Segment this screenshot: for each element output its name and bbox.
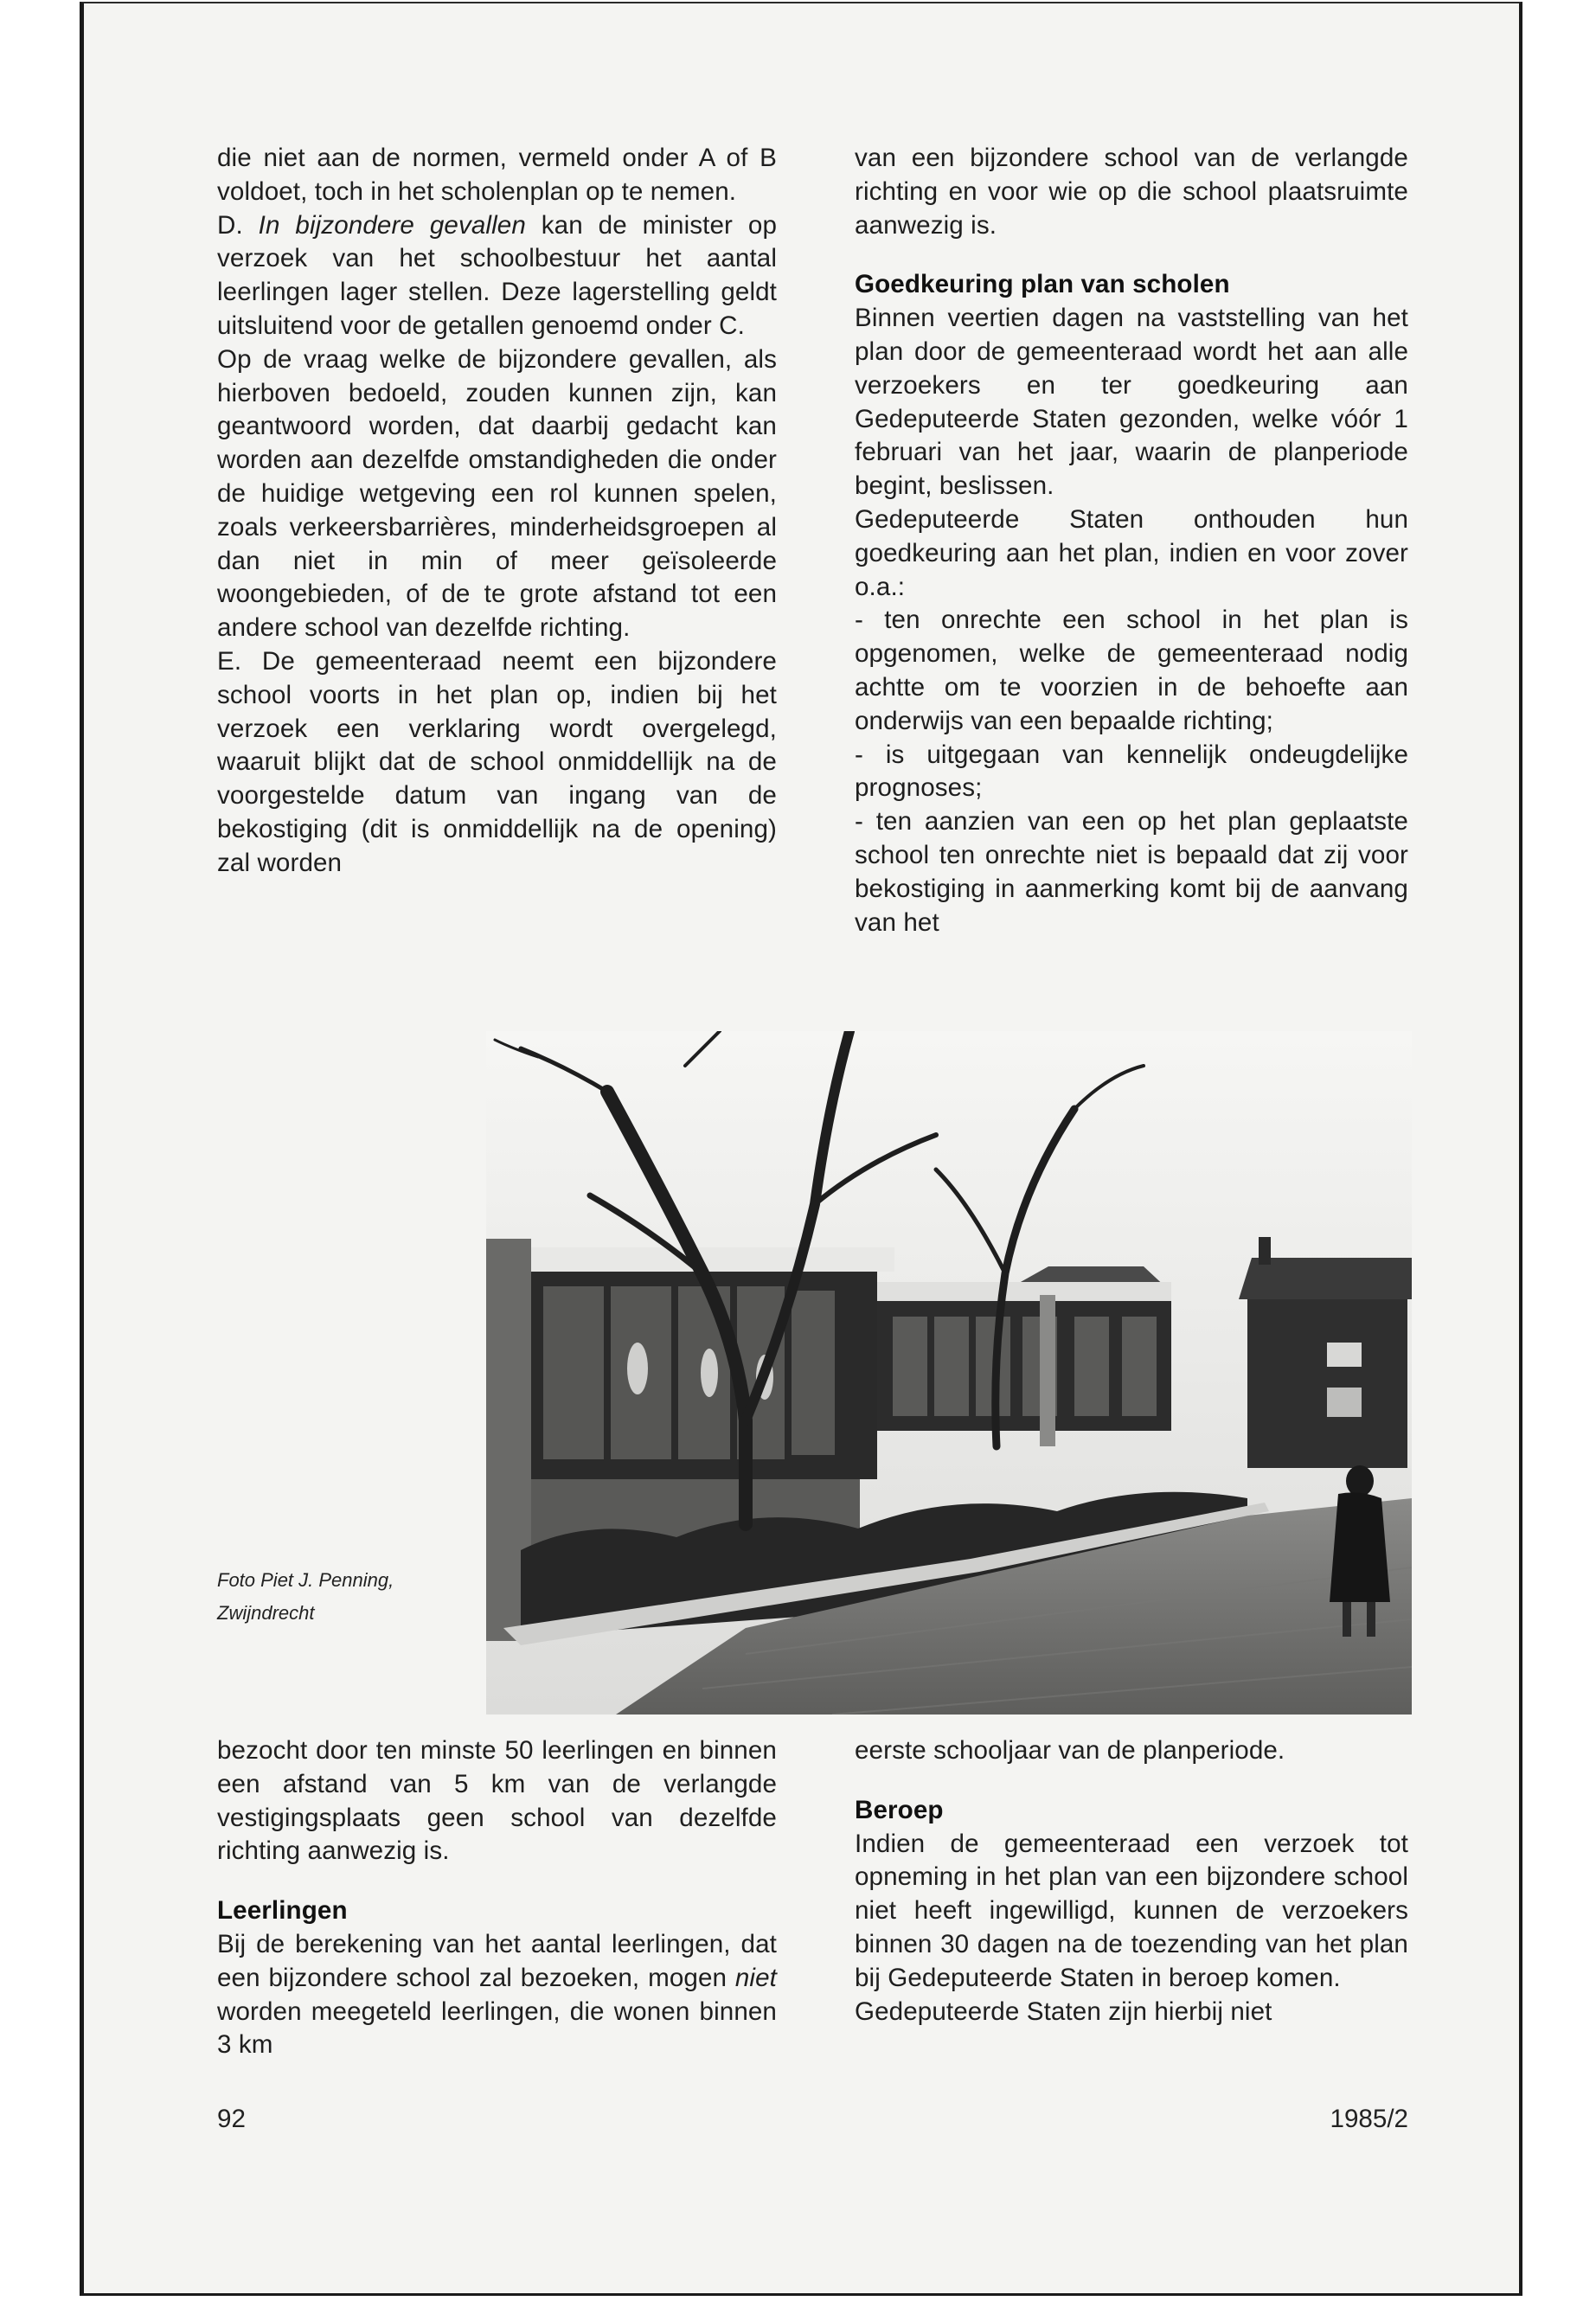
bullet-item: - ten onrechte een school in het plan is opgenomen, welke de gemeenteraad nodig achtte om te voorzien in de behoefte aan onderwijs van een bepaalde richting;: [855, 606, 1408, 735]
caption-photographer: Foto Piet J. Penning,: [217, 1569, 394, 1591]
column-bottom-right: [855, 1734, 1408, 2029]
school-building-photo: [486, 1031, 1412, 1715]
section-heading-goedkeuring: Goedkeuring plan van scholen: [855, 270, 1230, 299]
column-bottom-left: [217, 1734, 777, 2062]
caption-location: Zwijndrecht: [217, 1602, 315, 1624]
item-label: D.: [217, 210, 259, 240]
paragraph: [217, 1928, 777, 2062]
paragraph-e: E. De gemeenteraad neemt een bijzondere school voorts in het plan op, indien bij het verzoek een verklaring wordt overgelegd, waaruit blijkt dat de school onmiddellijk na de voorgestelde datum van ingang van de bekostiging (dit is onmiddellijk na de opening) zal worden: [217, 646, 777, 877]
section-heading-leerlingen: Leerlingen: [217, 1896, 348, 1926]
column-top-left: [217, 142, 777, 881]
paragraph: die niet aan de normen, vermeld onder A of B voldoet, toch in het scholenplan op te nemen.: [217, 144, 777, 206]
photo-caption: [217, 1564, 477, 1630]
paragraph: Gedeputeerde Staten zijn hierbij niet: [855, 1997, 1272, 2026]
bullet-item: - is uitgegaan van kennelijk ondeugdelijke prognoses;: [855, 740, 1408, 803]
paragraph: bezocht door ten minste 50 leerlingen en binnen een afstand van 5 km van de verlangde vestigingsplaats geen school van dezelfde richting aanwezig is.: [217, 1736, 777, 1866]
paragraph-text: kan de minister op verzoek van het schoolbestuur het aantal leerlingen lager stellen. Deze lagerstelling geldt uitsluitend voor de getallen genoemd onder C.: [217, 210, 777, 340]
issue-number: 1985/2: [1330, 2105, 1408, 2133]
paragraph: Gedeputeerde Staten onthouden hun goedkeuring aan het plan, indien en voor zover o.a.:: [855, 504, 1408, 601]
emphasis: In bijzondere gevallen: [258, 210, 526, 240]
paragraph-text: worden meegeteld leerlingen, die wonen binnen 3 km: [217, 1997, 777, 2060]
paragraph-d: [217, 209, 777, 343]
paragraph: eerste schooljaar van de planperiode.: [855, 1736, 1285, 1765]
page-number: 92: [217, 2105, 246, 2133]
paragraph: van een bijzondere school van de verlangde richting en voor wie op die school plaatsruimte aanwezig is.: [855, 144, 1408, 240]
bullet-item: - ten aanzien van een op het plan geplaatste school ten onrechte niet is bepaald dat zij voor bekostiging in aanmerking komt bij de aanvang van het: [855, 807, 1408, 937]
emphasis: niet: [734, 1963, 777, 1992]
column-top-right: [855, 142, 1408, 939]
paragraph: Indien de gemeenteraad een verzoek tot opneming in het plan van een bijzondere school niet heeft ingewilligd, kunnen de verzoekers binnen 30 dagen na de toezending van het plan bij Gedeputeerde Staten in beroep komen.: [855, 1829, 1408, 1992]
section-heading-beroep: Beroep: [855, 1795, 944, 1824]
paragraph-text: Bij de berekening van het aantal leerlingen, dat een bijzondere school zal bezoeken, mogen: [217, 1929, 777, 1992]
paragraph: Binnen veertien dagen na vaststelling van het plan door de gemeenteraad wordt het aan alle verzoekers en ter goedkeuring aan Gedeputeerde Staten gezonden, welke vóór 1 februari van het jaar, waarin de planperiode begint, beslissen.: [855, 304, 1408, 501]
paragraph: Op de vraag welke de bijzondere gevallen, als hierboven bedoeld, zouden kunnen zijn, kan geantwoord worden, dat daarbij gedacht kan worden aan dezelfde omstandigheden die onder de huidige wetgeving een rol kunnen spelen, zoals verkeersbarrières, minderheidsgroepen al dan niet in min of meer geïsoleerde woongebieden, of de te grote afstand tot een andere school van dezelfde richting.: [217, 344, 777, 643]
